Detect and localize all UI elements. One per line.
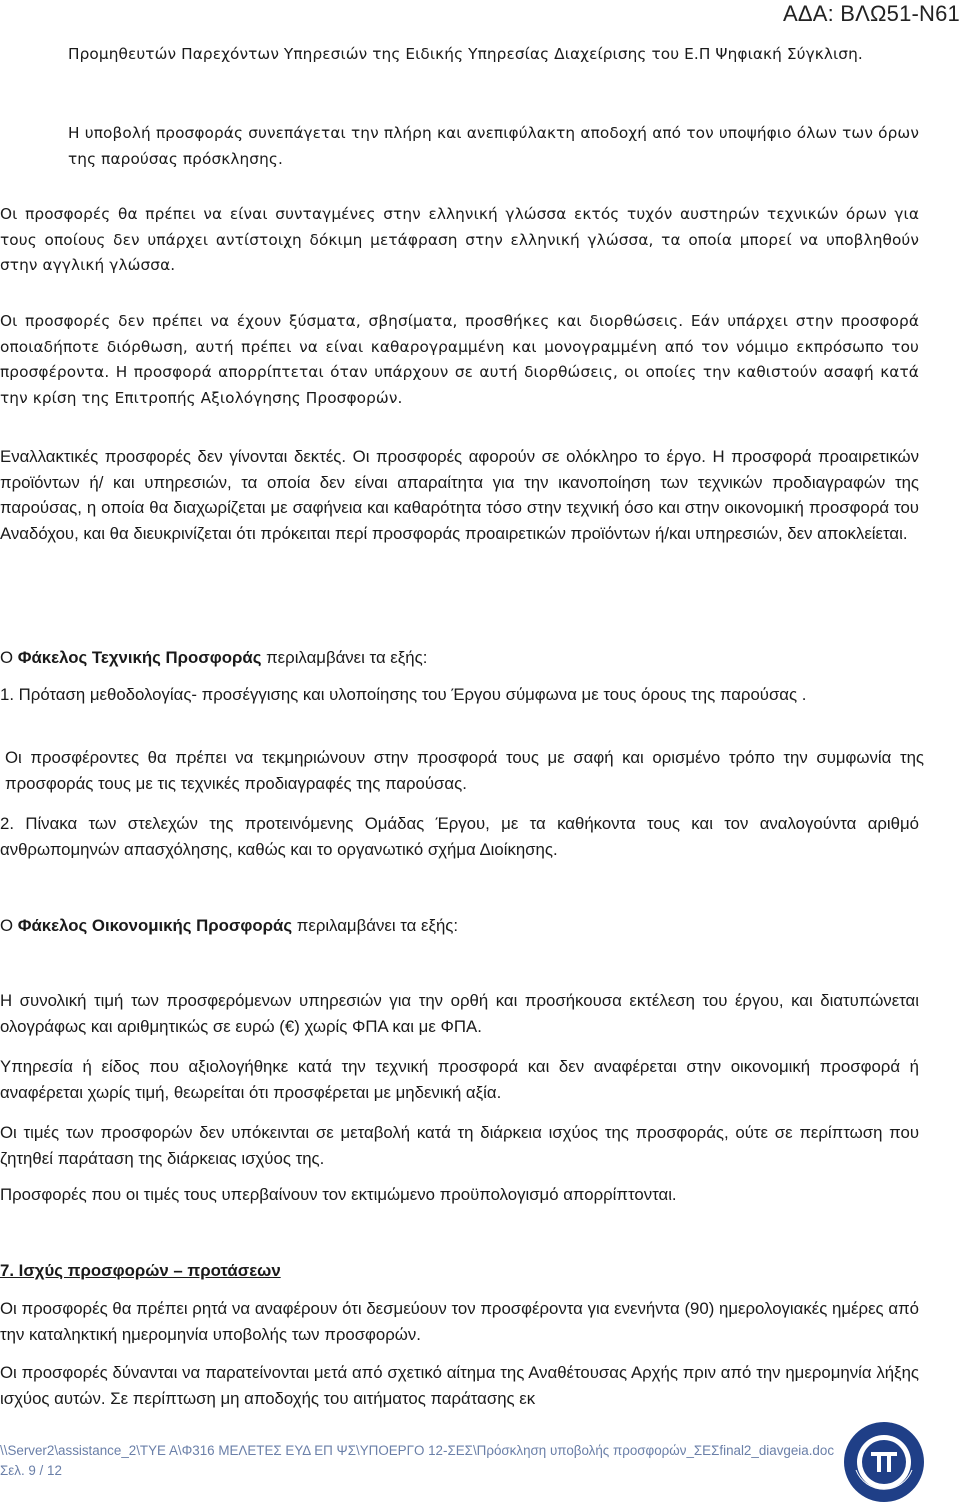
tuv-certification-seal-icon (842, 1420, 926, 1504)
technical-envelope-title: Φάκελος Τεχνικής Προσφοράς (17, 648, 262, 667)
paragraph-acceptance: Η υποβολή προσφοράς συνεπάγεται την πλήρη και ανεπιφύλακτη αποδοχή από τον υποψήφιο όλων των όρων της παρούσας πρόσκλησης. (68, 124, 919, 168)
section-7-validity: Οι προσφορές θα πρέπει ρητά να αναφέρουν ότι δεσμεύουν τον προσφέροντα για ενενήντα (90) ημερολογιακές ημέρες από την καταληκτική ημερομηνία υποβολής των προσφορών. (0, 1299, 919, 1344)
financial-zero-value: Υπηρεσία ή είδος που αξιολογήθηκε κατά την τεχνική προσφορά και δεν αναφέρεται στην οικονομική προσφορά ή αναφέρεται χωρίς τιμή, θεωρείται ότι προσφέρεται με μηδενική αξία. (0, 1057, 919, 1102)
financial-envelope-heading: Ο Φάκελος Οικονομικής Προσφοράς περιλαμβάνει τα εξής: (0, 916, 459, 935)
item-1-methodology: 1. Πρόταση μεθοδολογίας- προσέγγισης και υλοποίησης του Έργου σύμφωνα με τους όρους της παρούσας . (0, 685, 807, 704)
ada-code: ΑΔΑ: ΒΛΩ51-Ν61 (782, 1, 960, 26)
section-7-extension: Οι προσφορές δύνανται να παρατείνονται μετά από σχετικό αίτημα της Αναθέτουσας Αρχής πριν από την ημερομηνία λήξης ισχύος αυτών. Σε περίπτωση μη αποδοχής του αιτήματος παράτασης εκ (0, 1363, 919, 1408)
paragraph-corrections: Οι προσφορές δεν πρέπει να έχουν ξύσματα, σβησίματα, προσθήκες και διορθώσεις. Εάν υπάρχει στην προσφορά οποιαδήποτε διόρθωση, αυτή πρέπει να είναι καθαρογραμμένη και μονογραμμένη από τον νόμιμο εκπρόσωπο του προσφέροντα. Η προσφορά απορρίπτεται όταν υπάρχουν σε αυτή διορθώσεις, οι οποίες την καθιστούν ασαφή κατά την κρίση της Επιτροπής Αξιολόγησης Προσφορών. (0, 312, 919, 407)
footer (0, 1441, 834, 1481)
financial-total-price: Η συνολική τιμή των προσφερόμενων υπηρεσιών για την ορθή και προσήκουσα εκτέλεση του έργου, και διατυπώνεται ολογράφως και αριθμητικώς σε ευρώ (€) χωρίς ΦΠΑ και με ΦΠΑ. (0, 991, 919, 1036)
footer-page-number: Σελ. 9 / 12 (0, 1463, 62, 1478)
financial-budget-rejection: Προσφορές που οι τιμές τους υπερβαίνουν τον εκτιμώμενο προϋπολογισμό απορρίπτονται. (0, 1185, 677, 1204)
item-1-description: Οι προσφέροντες θα πρέπει να τεκμηριώνουν στην προσφορά τους με σαφή και ορισμένο τρόπο την συμφωνία της προσφοράς τους με τις τεχνικές προδιαγραφές της παρούσας. (5, 748, 924, 793)
paragraph-alternative-offers: Εναλλακτικές προσφορές δεν γίνονται δεκτές. Οι προσφορές αφορούν σε ολόκληρο το έργο. Η προσφορά προαιρετικών προϊόντων ή/ και υπηρεσιών, τα οποία δεν είναι απαραίτητα για την ικανοποίηση των τεχνικών προδιαγραφών της παρούσας, η οποία θα διαχωρίζεται με σαφήνεια και καθαρότητα τόσο στην τεχνική όσο και στην οικονομική προσφορά του Αναδόχου, και θα διευκρινίζεται ότι πρόκειται περί προσφοράς προαιρετικών προϊόντων ή/και υπηρεσιών, δεν αποκλείεται. (0, 447, 919, 543)
technical-envelope-heading: Ο Φάκελος Τεχνικής Προσφοράς περιλαμβάνει τα εξής: (0, 648, 428, 667)
financial-envelope-title: Φάκελος Οικονομικής Προσφοράς (17, 916, 293, 935)
section-7-heading: 7. Ισχύς προσφορών – προτάσεων (0, 1261, 281, 1280)
financial-price-validity: Οι τιμές των προσφορών δεν υπόκεινται σε μεταβολή κατά τη διάρκεια ισχύος της προσφοράς, ούτε σε περίπτωση που ζητηθεί παράταση της διάρκειας ισχύος της. (0, 1123, 919, 1168)
footer-file-path: \\Server2\assistance_2\ΤΥΕ Α\Φ316 ΜΕΛΕΤΕΣ ΕΥΔ ΕΠ ΨΣ\ΥΠΟΕΡΓΟ 12-ΣΕΣ\Πρόσκληση υποβολής προσφορών_ΣΕΣfinal2_diavgeia.doc (0, 1443, 835, 1458)
paragraph-language: Οι προσφορές θα πρέπει να είναι συνταγμένες στην ελληνική γλώσσα εκτός τυχόν αυστηρών τεχνικών όρων για τους οποίους δεν υπάρχει αντίστοιχη δόκιμη μετάφραση στην ελληνική γλώσσα, τα οποία μπορεί να υποβληθούν στην αγγλική γλώσσα. (0, 205, 919, 274)
paragraph-suppliers: Προμηθευτών Παρεχόντων Υπηρεσιών της Ειδικής Υπηρεσίας Διαχείρισης του Ε.Π Ψηφιακή Σύγκλιση. (68, 45, 863, 63)
item-2-team: 2. Πίνακα των στελεχών της προτεινόμενης Ομάδας Έργου, με τα καθήκοντα τους και τον αναλογούντα αριθμό ανθρωπομηνών απασχόλησης, καθώς και το οργανωτικό σχήμα Διοίκησης. (0, 814, 919, 859)
